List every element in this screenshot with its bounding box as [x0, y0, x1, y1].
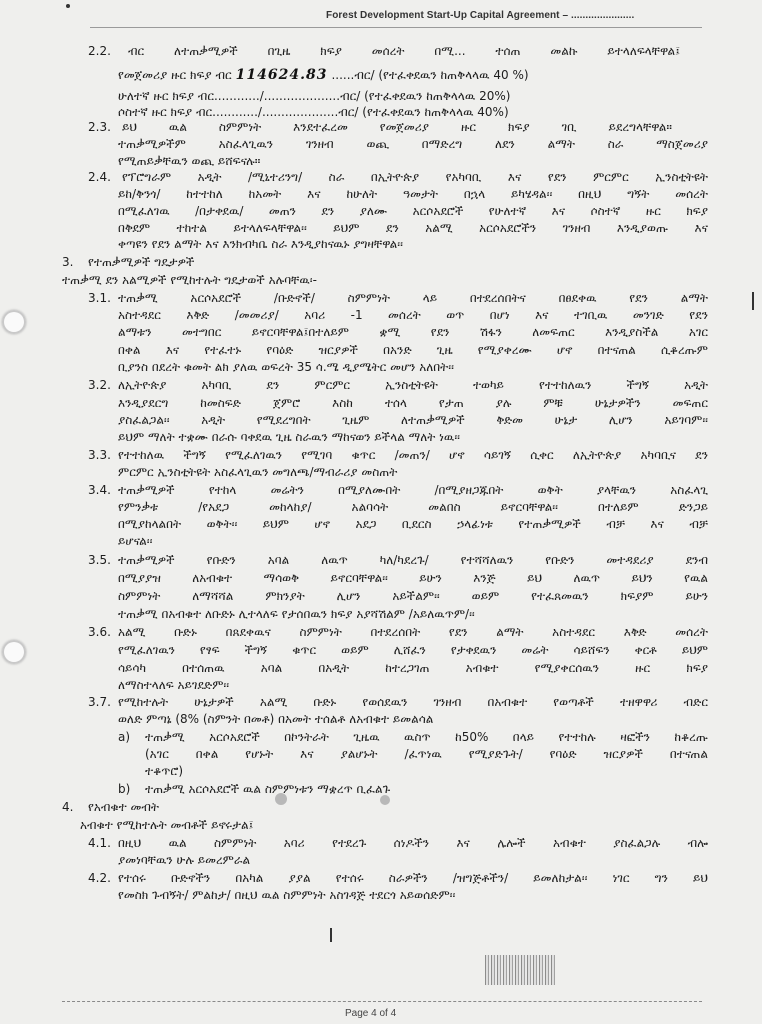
scan-speck	[66, 4, 70, 8]
clause-3-2-line: ያስፈልጋል፡፡ አዲት የሚደረግበት ጊዜም ለተጠቃሚዎች ቅድመ ሁኔታ ሊሆን አይገባም፡፡	[118, 413, 708, 427]
clause-3-1-line: አስተዳደር እቅድ /መመሪያ/ አባሪ -1 መሰረት ወጥ በሆነ እና ተገቢዉ መንገድ የደን	[118, 308, 708, 322]
clause-3-5-line: ተጠቃሚ በአብቁተ ለቡድኑ ሊተላለፍ የታሰበዉን ክፍያ አያሻሽልም /አይለዉጥም/፡፡	[118, 607, 475, 621]
clause-number-3-1: 3.1.	[88, 291, 111, 305]
third-installment-line: ሶስተኛ ዙር ክፍያ ብር............/....................ብር/ (የተፈቀደዉን ከጠቅላላዉ 40%)	[118, 105, 509, 119]
scan-edge-mark	[752, 292, 754, 310]
clause-4-1-line: በዚህ ዉል ስምምነት አባሪ የተደረጉ ሰነዶችን እና ሌሎች አብቁተ ያስፈልጋሉ ብሎ	[118, 836, 708, 850]
clause-3-4-line: የምንቃቱ /የአደጋ መከላከያ/ አልባሳት መልበስ ይኖርባቸዋል፡፡ በተለይም ድንጋይ	[118, 500, 708, 514]
section-number-4: 4.	[62, 800, 74, 814]
clause-3-1-line: ቢያንስ በደረት ቁመት ልክ ያለዉ ወፍረት 35 ሳ.ሜ ዲያሜትር መሆን አለበት፡፡	[118, 360, 454, 374]
clause-3-2-line: ይህም ማለት ተቋሙ በራሱ ባቀደዉ ጊዜ ስራዉን ማከናወን ይችላል ማለት ነዉ፡፡	[118, 430, 460, 444]
sub-item-label-a: a)	[118, 730, 131, 744]
clause-3-6-line: ለማስተላለፍ አይገደድም፡፡	[118, 678, 230, 692]
clause-2-2-line: ብር ለተጠቃሚዎች በጊዜ ክፍያ መሰረት በሚ... ተሰጠ መልኩ ይተላለፍላቸዋል፤	[128, 44, 680, 58]
first-installment-share: ......ብር/ (የተፈቀደዉን ከጠቅላላዉ 40 %)	[331, 68, 529, 82]
clause-number-2-4: 2.4.	[88, 170, 111, 184]
sub-item-label-b: b)	[118, 782, 131, 796]
page-number: Page 4 of 4	[345, 1008, 397, 1019]
clause-4-2-line: የመስክ ጉብኝት/ ምልከታ/ በዚህ ዉል ስምምነት አስገዳጅ ተደርጎ አይወሰድም፡፡	[118, 888, 456, 902]
clause-number-3-4: 3.4.	[88, 483, 111, 497]
sub-item-b-line: ተጠቃሚ አርሶአደሮች ዉል ስምምነቱን ማቋረጥ ቢፈልጉ	[145, 782, 391, 796]
clause-number-3-6: 3.6.	[88, 625, 111, 639]
clause-3-6-line: ሳይሳካ በተሰጠዉ አባል በአዲት ከተረጋገጠ አብቁተ የሚያቀርሰዉን ዙር ክፍያ	[118, 661, 708, 675]
clause-3-6-line: አልሚ ቡድኑ በጸደቀዉና ስምምነት በተደረሰበት የደን ልማት አስተዳደር እቅድ መሰረት	[118, 625, 708, 639]
clause-2-3-line: የሚጠይቃቸዉን ወጪ ይሸፍናሉ።	[118, 154, 261, 168]
section-4-intro: አብቁተ የሚከተሉት መብቶች ይኖሩታል፤	[80, 818, 254, 832]
clause-2-4-line: ቀጣዩን የደን ልማት እና እንክብካቤ ስራ እንዲያከናዉኑ ያግዛቸዋል፡፡	[118, 237, 403, 251]
clause-2-4-line: የፕሮግራም አዲት /ሚኒተሪንግ/ ስራ በኢትዮጵያ የአካባቢ እና የደን ምርምር ኢንስቲትዩት	[122, 170, 708, 184]
first-installment-label: የመጀመሪያ ዙር ክፍያ ብር	[118, 68, 232, 82]
sub-item-a-line: ተቆጥሮ)	[145, 764, 184, 778]
clause-number-4-2: 4.2.	[88, 871, 111, 885]
clause-3-7-line: የሚከተሉት ሁኔታዎች አልሚ ቡድኑ የወሰደዉን ገንዘብ በአብቁተ የወጣቶች ተዘዋዋሪ ብድር	[118, 695, 708, 709]
clause-number-2-3: 2.3.	[88, 120, 111, 134]
clause-3-1-line: ልማቱን መተግበር ይኖርባቸዋል፤በተለይም ቋሚ የደን ሽፋን ለመፍጠር እንዲያስችል አገር	[118, 325, 708, 339]
clause-3-6-line: የሚፈለገዉን የፃፍ ችግኝ ቁጥር ወይም ሊሸፈን የታቀደዉን መሬት ሳይሸፍን ቀርቶ ይህም	[118, 643, 708, 657]
clause-3-1-line: ተጠቃሚ አርሶአደሮች /ቡድኖች/ ስምምነት ላይ በተደረሰበትና በፀደቀዉ የደን ልማት	[118, 291, 708, 305]
sub-item-a-line: (አገር በቀል የሆኑት እና ያልሆኑት /ፈጥነዉ የሚያድጉት/ የባዕድ ዝርያዎች በተናጠል	[145, 747, 708, 761]
clause-3-5-line: በሚያያዝ ለአብቁተ ማሳወቅ ይኖርባቸዋል፡፡ ይሁን እንጅ ይህ ለዉጥ ይህን የዉል	[118, 571, 708, 585]
punch-hole-upper	[2, 310, 26, 334]
section-number-3: 3.	[62, 255, 74, 269]
clause-2-4-line: ይከ/ቅንጎ/ ከተተከለ ከአመት እና ከሁለት ዓመታት በኋላ ይካሄዳል፡፡ በዚህ ግኝት መሰረት	[118, 187, 708, 201]
clause-number-3-7: 3.7.	[88, 695, 111, 709]
section-3-intro: ተጠቃሚ ደን አልሚዎች የሚከተሉት ግዴታወች አሉባቸዉ፡-	[62, 273, 317, 287]
clause-2-4-line: በቅደም ተከተል ይተላለፍላቸዋል፡፡ ይህም ደን አልሚ አርሶአደሮችን ገንዘብ እንዲያወጡ እና	[118, 221, 708, 235]
clause-3-5-line: ስምምነት ለማሻሻል ምክንያት ሊሆን አይችልም፡፡ ወይም የተፈጸመዉን ክፍያም ይሁን	[118, 589, 708, 603]
clause-3-3-line: የተተከለዉ ችግኝ የሚፈለገዉን የሚገባ ቁጥር /መጠን/ ሆኖ ሳይገኝ ሲቀር ለኢትዮጵያ አካባቢና ደን	[118, 448, 708, 462]
clause-2-4-line: በሚፈለገዉ /በታቀደዉ/ መጠን ደን ያለሙ አርሶአደሮች የሁለተኛ እና ሶስተኛ ዙር ክፍያ	[118, 204, 708, 218]
sub-item-a-line: ተጠቃሚ አርሶአደሮች በኮንትራት ጊዜዉ ዉስጥ ከ50% በላይ የተተከሉ ዛፎችን ከቆረጡ	[145, 730, 708, 744]
clause-3-4-line: በሚያከላልበት ወቅት፡፡ ይህም ሆኖ አደጋ ቢደርስ ኃላፊነቱ የተጠቃሚዎች ብቻ እና ብቻ	[118, 517, 708, 531]
clause-3-2-line: ለኢትዮጵያ አካባቢ ደን ምርምር ኢንስቲትዩት ተወካይ የተተከለዉን ችግኝ አዲት	[118, 378, 708, 392]
clause-3-4-line: ተጠቃሚዎች የተከላ መሬትን በሚያለሙበት /በሚያዘጋጁበት ወቅት ያላቸዉን አስፈላጊ	[118, 483, 708, 497]
clause-3-5-line: ተጠቃሚዎች የቡድን አባል ለዉጥ ካለ/ካደረጉ/ የተሻሻለዉን የቡድን መተዳደሪያ ደንብ	[118, 553, 708, 567]
handwritten-amount: 114624.83	[235, 67, 328, 83]
header-rule	[90, 27, 702, 28]
clause-number-3-3: 3.3.	[88, 448, 111, 462]
clause-3-7-line: ወለድ ምጣኔ (8% (ስምንት በመቶ) በአመት ተሰልቶ ለአብቁተ ይመልሳል	[118, 712, 434, 726]
clause-2-3-line: ተጠቃሚዎችም አስፈላጊዉን ገንዘብ ወጪ በማድረግ ለደን ልማት ስራ ማስጀመሪያ	[118, 137, 708, 151]
clause-number-3-5: 3.5.	[88, 553, 111, 567]
section-3-title: የተጠቃሚዎች ግዴታዎች	[88, 255, 195, 269]
clause-number-3-2: 3.2.	[88, 378, 111, 392]
clause-3-4-line: ይሆናል፡፡	[118, 534, 153, 548]
clause-3-3-line: ምርምር ኢንስቲትዩት አስፈላጊዉን መግለጫ/ማብራሪያ መስጠት	[118, 465, 398, 479]
section-4-title: የአብቁተ መብት	[88, 800, 159, 814]
clause-2-3-line: ይህ ዉል ስምምነት እንደተፈረመ የመጀመሪያ ዙር ክፍያ ገቢ ይደረግላቸዋል።	[122, 120, 672, 134]
scan-vertical-mark	[330, 928, 332, 942]
clause-number-4-1: 4.1.	[88, 836, 111, 850]
clause-number-2-2: 2.2.	[88, 44, 111, 58]
second-installment-line: ሁለተኛ ዙር ክፍያ ብር............/....................ብር/ (የተፈቀደዉን ከጠቅላላዉ 20%)	[118, 89, 511, 103]
clause-3-2-line: እንዲያደርግ ከመስፍድ ጀምሮ እስከ ተሰላ የታጠ ያሉ ምቹ ሁኔታዎችን መፍጠር	[118, 396, 708, 410]
footer-rule	[62, 1001, 702, 1002]
clause-4-1-line: ያመነባቸዉን ሁሉ ይመረምራል	[118, 853, 251, 867]
clause-3-1-line: በቀል እና የተፈተኑ የባዕድ ዝርያዎች በአንድ ጊዜ የሚያቀረሙ ሆኖ በተናጠል ሲቆረጡም	[118, 343, 708, 357]
document-header: Forest Development Start-Up Capital Agreement – ......................	[326, 10, 635, 21]
clause-4-2-line: የተሰሩ ቡድኖችን በአካል ያያል የተሰሩ ስራዎችን /ዝግጅቶችን/ ይመለከታል፡፡ ነገር ግን ይህ	[118, 871, 708, 885]
stamp-barcode	[485, 955, 555, 985]
first-installment-line	[118, 65, 708, 85]
punch-hole-lower	[2, 640, 26, 664]
